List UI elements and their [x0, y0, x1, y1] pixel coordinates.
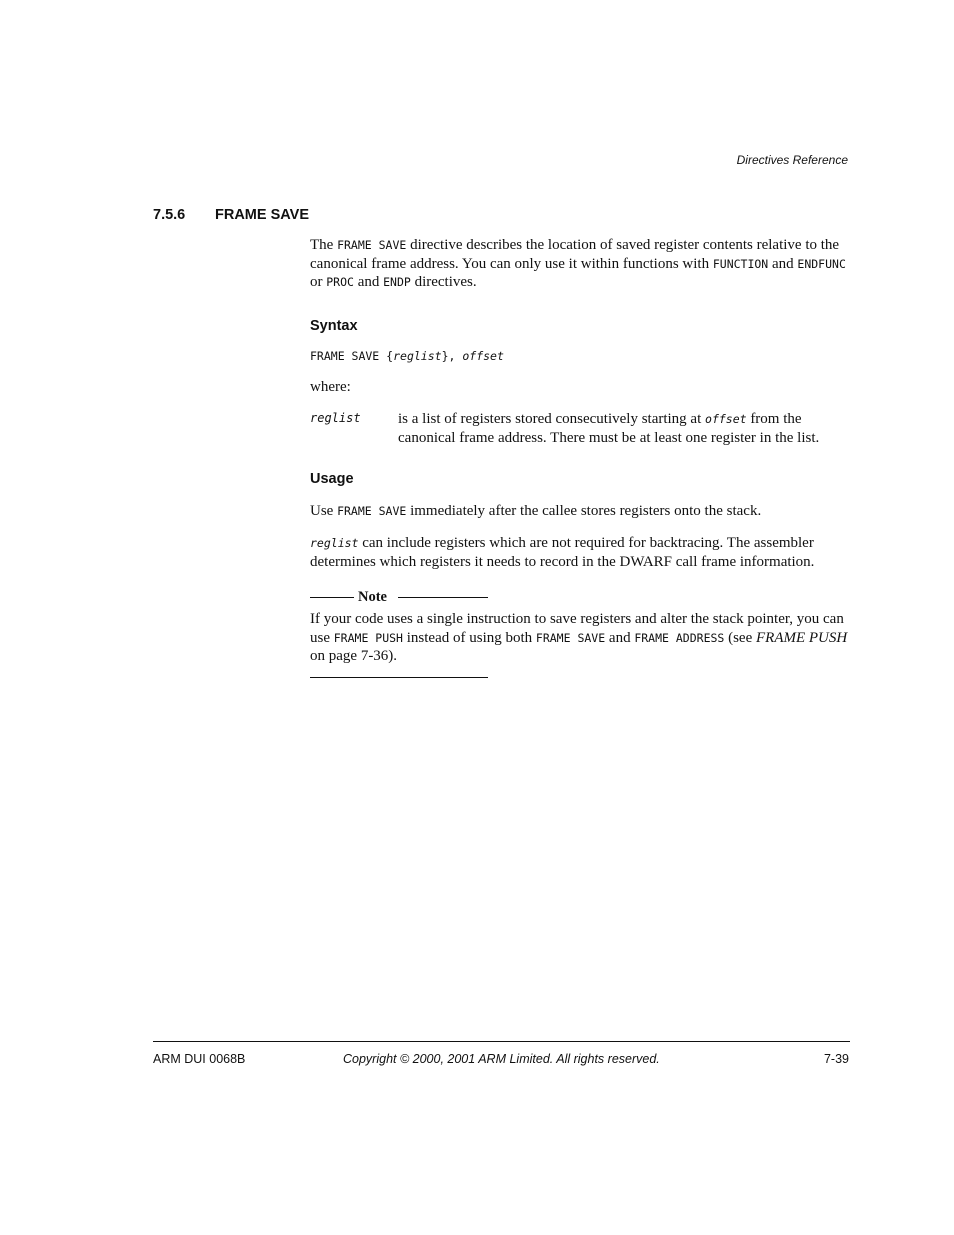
intro-paragraph: The FRAME SAVE directive describes the location of saved register contents relative to the canonical frame address. You can only use it within functions with FUNCTION and ENDFUNC or PROC and ENDP directives. [310, 237, 846, 290]
usage-paragraph-1: Use FRAME SAVE immediately after the callee stores registers onto the stack. [310, 503, 762, 519]
where-label: where: [310, 379, 351, 395]
definition-description: is a list of registers stored consecutively starting at offset from the canonical frame address. There must be at least one register in the list. [398, 411, 820, 446]
code-frame-save: FRAME SAVE [337, 238, 407, 252]
syntax-heading: Syntax [310, 318, 358, 334]
definition-term: reglist [310, 411, 361, 425]
code-endfunc: ENDFUNC [797, 256, 846, 271]
note-label: Note [358, 589, 387, 605]
note-rule-bottom [310, 677, 488, 678]
footer-copyright: Copyright © 2000, 2001 ARM Limited. All rights reserved. [343, 1052, 660, 1066]
section-title: FRAME SAVE [215, 207, 309, 223]
running-header: Directives Reference [736, 153, 848, 167]
usage-paragraph-2: reglist can include registers which are not required for backtracing. The assembler determines which registers it needs to record in the DWARF call frame information. [310, 535, 815, 570]
cross-reference-link: FRAME PUSH [756, 629, 848, 646]
code-proc: PROC [326, 275, 354, 289]
note-rule-right [398, 597, 488, 598]
code-function: FUNCTION [712, 256, 769, 271]
note-paragraph: If your code uses a single instruction to save registers and alter the stack pointer, you can use FRAME PUSH instead of using both FRAME SAVE and FRAME ADDRESS (see FRAME PUSH on page 7-36). [310, 611, 848, 664]
syntax-code: FRAME SAVE {reglist}, offset [310, 349, 504, 363]
footer-rule [153, 1041, 850, 1042]
usage-heading: Usage [310, 471, 354, 487]
section-number: 7.5.6 [153, 207, 186, 223]
footer-doc-id: ARM DUI 0068B [153, 1052, 246, 1066]
code-endp: ENDP [383, 275, 411, 289]
note-rule-left [310, 597, 354, 598]
footer-page-number: 7-39 [823, 1052, 849, 1066]
